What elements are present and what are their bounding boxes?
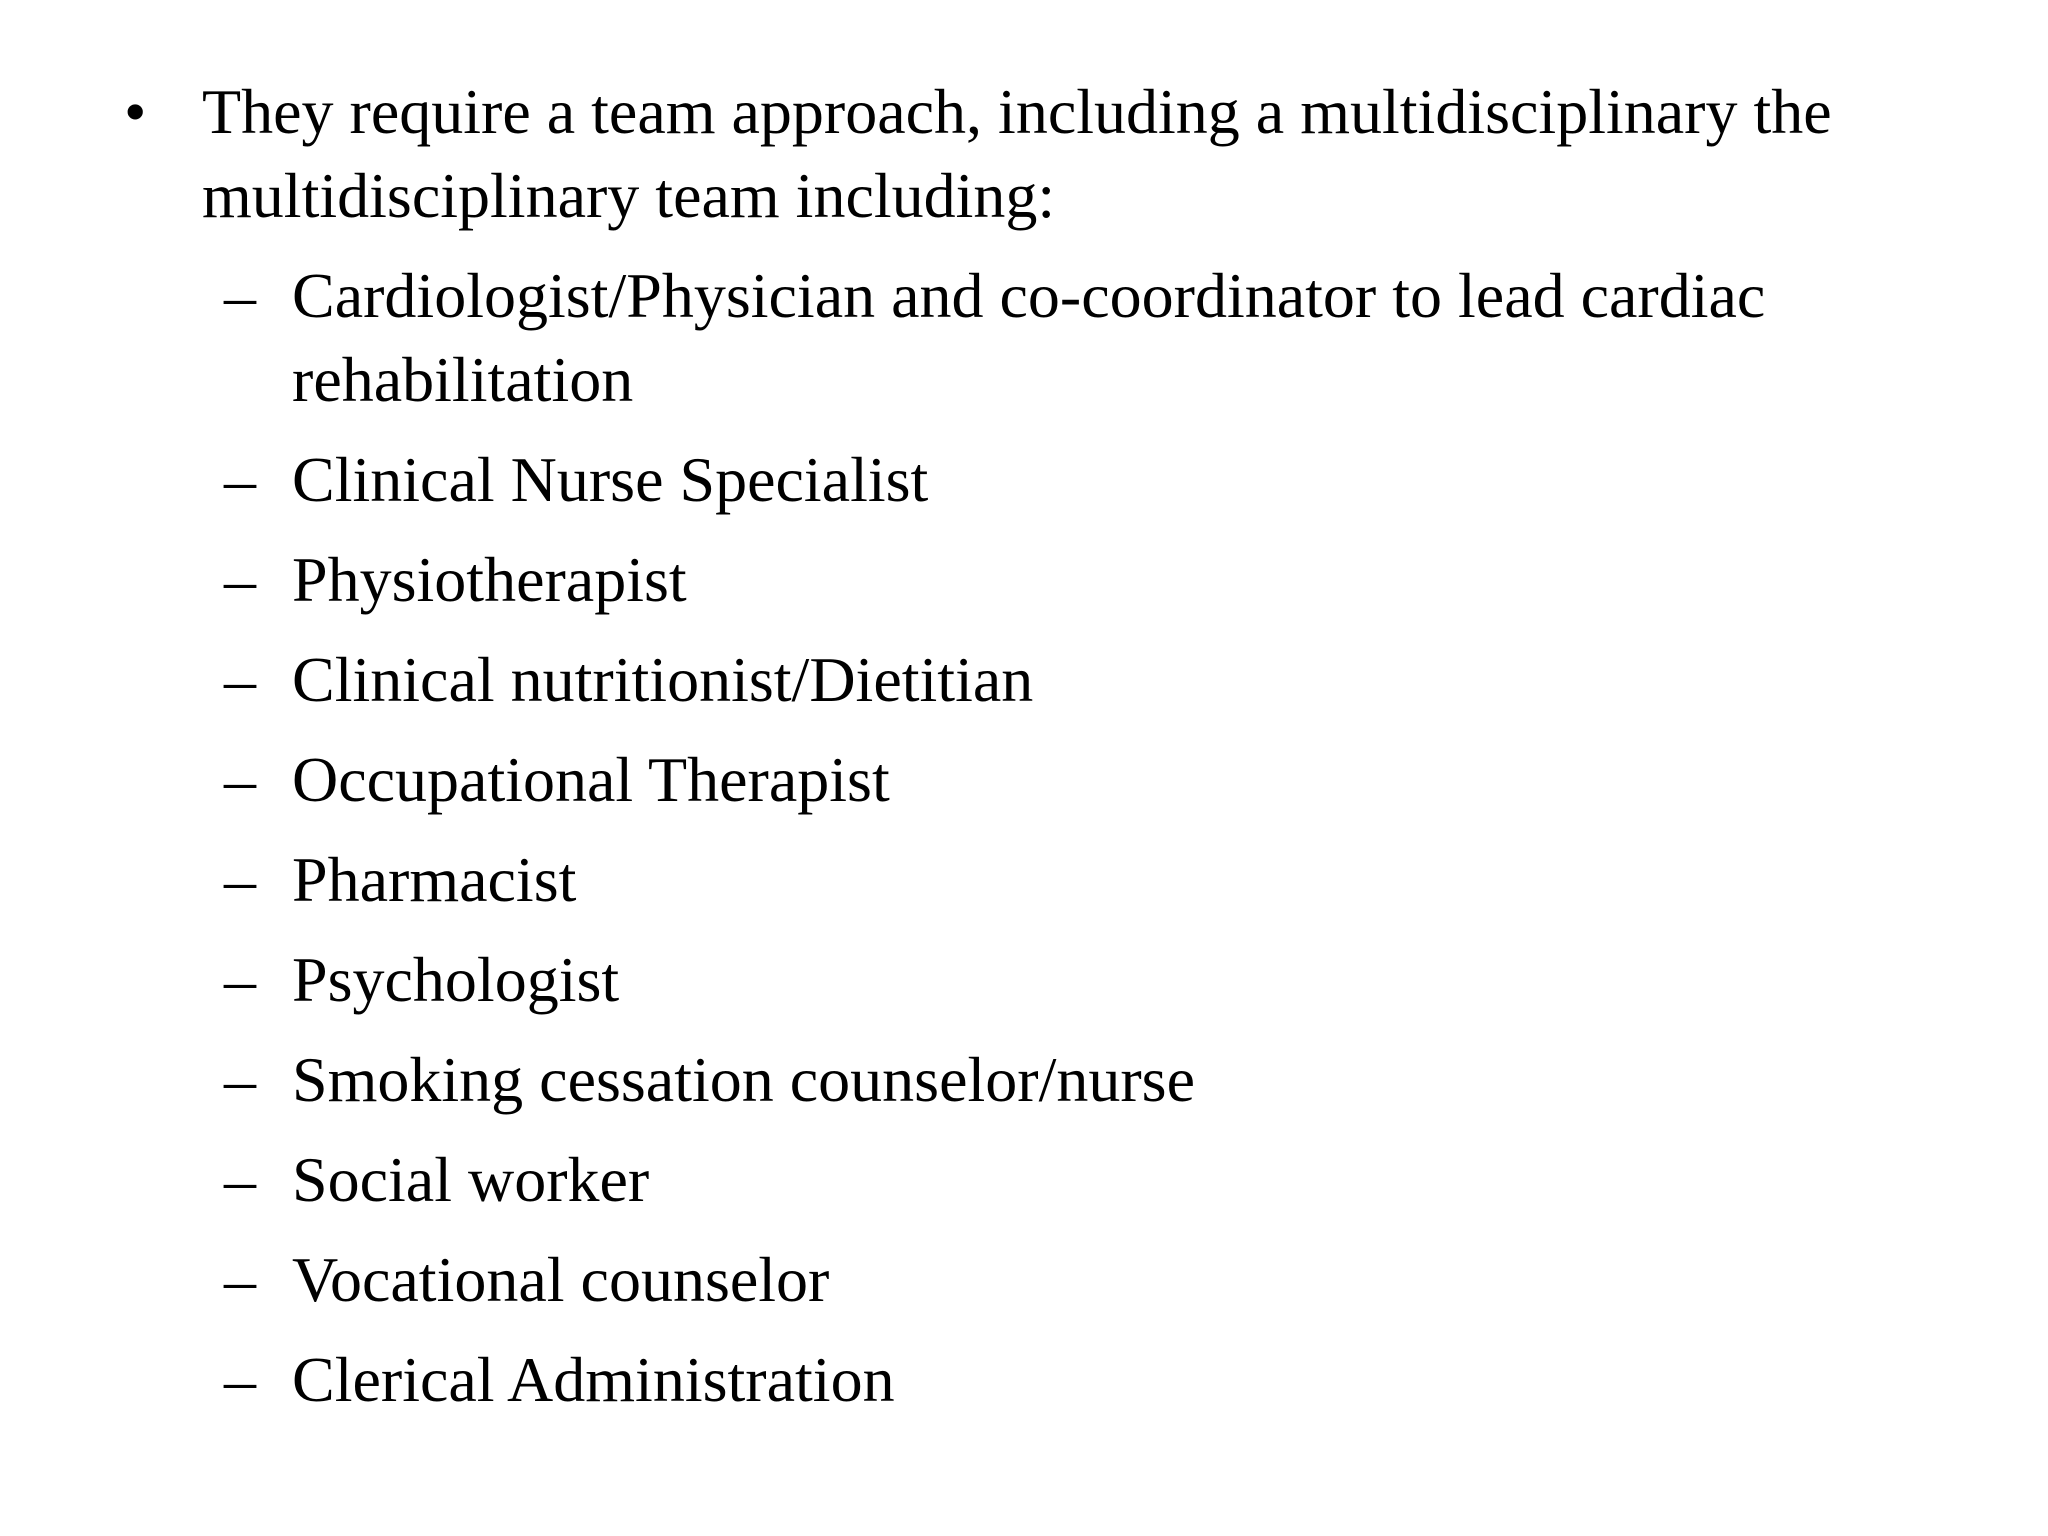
list-item	[224, 1038, 2004, 1122]
list-item	[224, 1138, 2004, 1222]
list-item	[224, 738, 2004, 822]
list-item-text: Psychologist	[292, 944, 620, 1015]
main-bullet-text: They require a team approach, including a multidisciplinary the multidisciplinary team including:	[202, 76, 1832, 231]
list-item	[224, 938, 2004, 1022]
list-item	[224, 438, 2004, 522]
dash-bullet: –	[224, 1144, 256, 1215]
dash-bullet: –	[224, 544, 256, 615]
dash-bullet: –	[224, 1044, 256, 1115]
list-item	[224, 254, 2004, 422]
dash-bullet: –	[224, 1344, 256, 1415]
dash-bullet: –	[224, 260, 256, 331]
list-item-text: Clinical Nurse Specialist	[292, 444, 929, 515]
list-item-text: Smoking cessation counselor/nurse	[292, 1044, 1195, 1115]
list-item-text: Physiotherapist	[292, 544, 687, 615]
dash-bullet: –	[224, 1244, 256, 1315]
list-item-text: Pharmacist	[292, 844, 577, 915]
list-item	[224, 1238, 2004, 1322]
bullet-dot: •	[124, 76, 147, 147]
list-item	[224, 538, 2004, 622]
dash-bullet: –	[224, 444, 256, 515]
list-item	[224, 1338, 2004, 1422]
dash-bullet: –	[224, 744, 256, 815]
team-members-list	[224, 254, 2004, 1438]
main-bullet	[124, 70, 1924, 238]
dash-bullet: –	[224, 944, 256, 1015]
list-item-text: Occupational Therapist	[292, 744, 890, 815]
list-item	[224, 838, 2004, 922]
dash-bullet: –	[224, 644, 256, 715]
list-item	[224, 638, 2004, 722]
list-item-text: Social worker	[292, 1144, 650, 1215]
dash-bullet: –	[224, 844, 256, 915]
list-item-text: Cardiologist/Physician and co-coordinator to lead cardiac rehabilitation	[292, 260, 1766, 415]
list-item-text: Clerical Administration	[292, 1344, 895, 1415]
list-item-text: Vocational counselor	[292, 1244, 830, 1315]
list-item-text: Clinical nutritionist/Dietitian	[292, 644, 1034, 715]
